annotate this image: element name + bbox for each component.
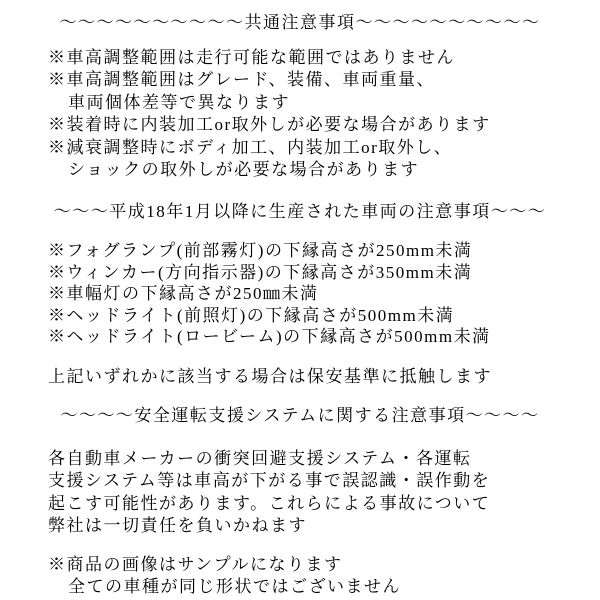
note-line-turn-signal: ※ウィンカー(方向指示器)の下縁高さが350mm未満 — [48, 262, 473, 282]
heisei18-notes-list — [0, 240, 600, 348]
paragraph-line: 各自動車メーカーの衝突回避支援システム・各運転 — [48, 448, 472, 468]
note-line-headlight: ※ヘッドライト(前照灯)の下縁高さが500mm未満 — [48, 305, 455, 325]
safety-system-paragraph — [0, 448, 600, 538]
note-line: ※装着時に内装加工or取外しが必要な場合があります — [48, 115, 491, 134]
note-line-continuation: 車両個体差等で異なります — [68, 92, 290, 112]
paragraph-line: 支援システム等は車高が下がる事で誤認識・誤作動を — [48, 471, 491, 490]
note-line-continuation: 全ての車種が同じ形状ではございません — [68, 577, 401, 596]
section-title-safety-system: ～～～～安全運転支援システムに関する注意事項～～～～ — [60, 406, 540, 425]
note-line: ※減衰調整時にボディ加工、内装加工or取外し、 — [48, 137, 453, 157]
note-line-foglamp: ※フォグランプ(前部霧灯)の下縁高さが250mm未満 — [48, 241, 473, 260]
paragraph-line: 起こす可能性があります。これらによる事故について — [48, 493, 491, 513]
note-line: ※車高調整範囲はグレード、装備、車両重量、 — [48, 70, 435, 89]
note-line-continuation: ショックの取外しが必要な場合があります — [68, 160, 420, 179]
heisei18-conclusion: 上記いずれかに該当する場合は保安基準に抵触します — [48, 366, 492, 386]
paragraph-line: 弊社は一切責任を負いかねます — [48, 516, 307, 535]
section-title-heisei18-vehicles: ～～～平成18年1月以降に生産された車両の注意事項～～～ — [53, 201, 547, 221]
note-line: ※商品の画像はサンプルになります — [48, 554, 343, 574]
sample-image-note — [0, 554, 600, 599]
note-line-side-marker: ※車幅灯の下縁高さが250㎜未満 — [48, 284, 319, 303]
section-title-common-notes: ～～～～～～～～～～共通注意事項～～～～～～～～～～ — [59, 13, 541, 32]
common-notes-list — [0, 47, 600, 182]
note-line-low-beam: ※ヘッドライト(ロービーム)の下縁高さが500mm未満 — [48, 327, 491, 346]
note-line: ※車高調整範囲は走行可能な範囲ではありません — [48, 47, 455, 67]
